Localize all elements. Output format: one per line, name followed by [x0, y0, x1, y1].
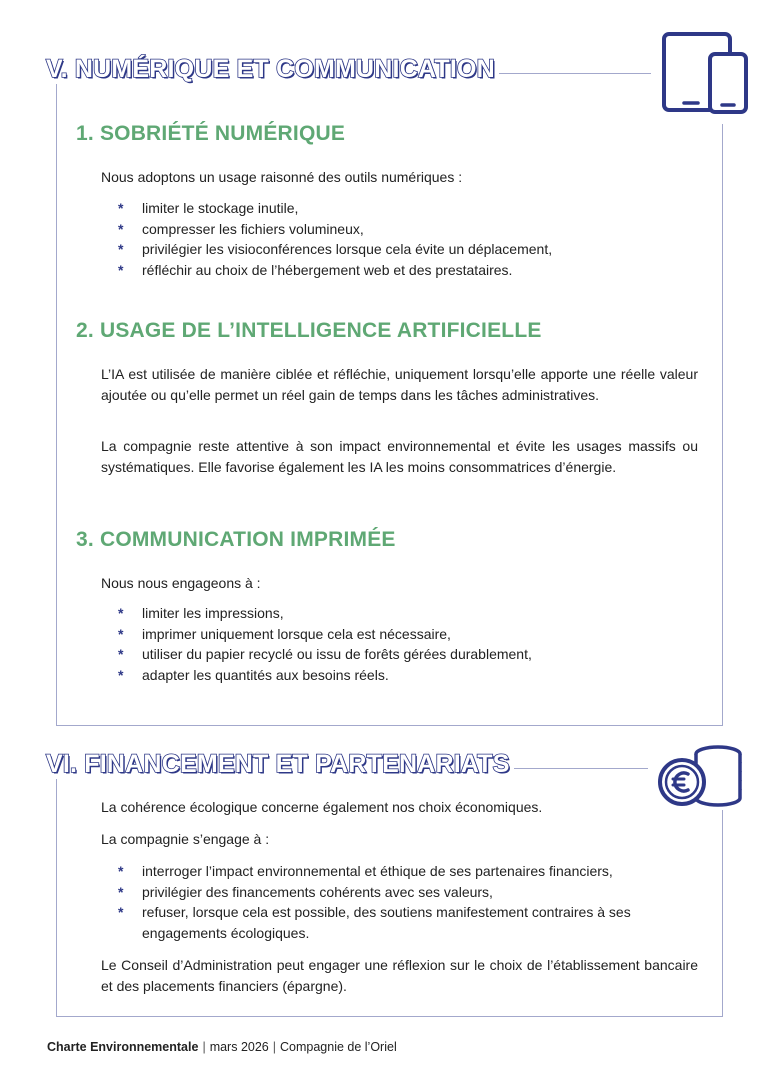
subsection3-intro: Nous nous engageons à :: [101, 575, 261, 591]
bullet-star-icon: *: [118, 904, 124, 920]
subsection1-intro: Nous adoptons un usage raisonné des outils numériques :: [101, 169, 463, 185]
list-item: * réfléchir au choix de l’hébergement web et des prestataires.: [118, 260, 708, 281]
footer-separator: |: [272, 1040, 276, 1054]
section5-title: V. NUMÉRIQUE ET COMMUNICATION: [46, 55, 499, 84]
bullet-star-icon: *: [118, 200, 124, 216]
page-footer: [47, 1040, 397, 1054]
bullet-star-icon: *: [118, 883, 124, 900]
subsection3-title: 3. COMMUNICATION IMPRIMÉE: [76, 528, 396, 551]
bullet-star-icon: *: [118, 863, 124, 879]
list-item: * privilégier les visioconférences lorsque cela évite un déplacement,: [118, 239, 708, 260]
footer-doc-title: Charte Environnementale: [47, 1040, 199, 1054]
section6-title: VI. FINANCEMENT ET PARTENARIATS: [46, 750, 514, 779]
section6-bullet-list: [118, 861, 700, 943]
bullet-star-icon: *: [118, 605, 124, 621]
footer-separator: |: [202, 1040, 206, 1054]
bullet-star-icon: *: [118, 241, 124, 257]
list-item: * utiliser du papier recyclé ou issu de forêts gérées durablement,: [118, 644, 708, 665]
section6-paragraph-1: La cohérence écologique concerne également nos choix économiques.: [101, 799, 543, 815]
list-item: * privilégier des financements cohérents avec ses valeurs,: [118, 882, 700, 903]
subsection1-title: 1. SOBRIÉTÉ NUMÉRIQUE: [76, 122, 346, 145]
footer-org: Compagnie de l’Oriel: [280, 1040, 397, 1054]
subsection3-bullet-list: [118, 603, 708, 685]
footer-date: mars 2026: [209, 1040, 269, 1054]
list-item: * imprimer uniquement lorsque cela est nécessaire,: [118, 624, 708, 645]
subsection1-bullet-list: [118, 198, 708, 280]
subsection2-paragraph-2: La compagnie reste attentive à son impact environnemental et évite les usages massifs ou systématiques. Elle favorise également les IA les moins consommatrices d’énergie.: [101, 438, 698, 475]
bullet-star-icon: *: [118, 666, 124, 683]
list-item: * adapter les quantités aux besoins réels.: [118, 665, 708, 686]
bullet-star-icon: *: [118, 261, 124, 278]
list-item: * compresser les fichiers volumineux,: [118, 219, 708, 240]
list-item: * limiter les impressions,: [118, 603, 708, 624]
subsection2-paragraph-1: L’IA est utilisée de manière ciblée et réfléchie, uniquement lorsqu’elle apporte une réelle valeur ajoutée ou qu’elle permet un réel gain de temps dans les tâches administratives.: [101, 366, 698, 403]
section6-intro: La compagnie s’engage à :: [101, 831, 270, 847]
subsection2-title: 2. USAGE DE L’INTELLIGENCE ARTIFICIELLE: [76, 319, 542, 342]
list-item: * interroger l’impact environnemental et éthique de ses partenaires financiers,: [118, 861, 700, 882]
list-item: * limiter le stockage inutile,: [118, 198, 708, 219]
bullet-star-icon: *: [118, 625, 124, 642]
section5-icon-wrap: [652, 24, 762, 124]
devices-icon: [652, 24, 762, 124]
list-item: * refuser, lorsque cela est possible, des soutiens manifestement contraires à ses engagements écologiques.: [118, 904, 631, 941]
bullet-star-icon: *: [118, 220, 124, 237]
section6-paragraph-2: Le Conseil d’Administration peut engager une réflexion sur le choix de l’établissement bancaire et des placements financiers (épargne).: [101, 957, 698, 994]
bullet-star-icon: *: [118, 646, 124, 662]
